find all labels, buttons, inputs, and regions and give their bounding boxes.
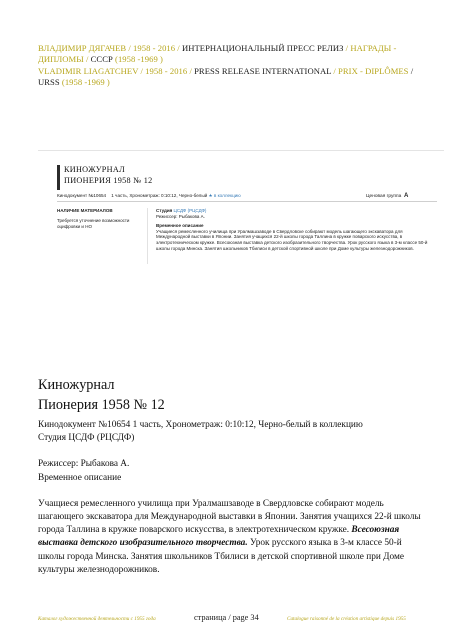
header-line-1: ВЛАДИМИР ДЯГАЧЕВ / 1958 - 2016 / ИНТЕРНАЦИОНАЛЬНЫЙ ПРЕСС РЕЛИЗ / НАГРАДЫ -: [38, 43, 397, 53]
studio-row: Студия ЦСДФ (РЦСДФ): [156, 208, 207, 213]
footer-catalog-fr: Catalogue raisonné de la création artistique depuis 1955: [287, 616, 406, 622]
materials-panel: [57, 208, 148, 264]
header-line-2: ДИПЛОМЫ / СССР (1958 -1969 ): [38, 54, 163, 65]
doc-title-line-2: Пионерия 1958 № 12: [38, 396, 165, 413]
page-number: страница / page 34: [194, 613, 259, 622]
materials-heading: НАЛИЧИЕ МАТЕРИАЛОВ: [57, 208, 113, 213]
director-row: Режиссер: Рыбакова А.: [156, 213, 205, 219]
footer-catalog-ru: Каталог художественной деятельности с 1955 года: [38, 616, 156, 622]
film-details: [156, 208, 434, 251]
add-to-collection-link[interactable]: в коллекцию: [213, 193, 241, 198]
press-release-ru: ИНТЕРНАЦИОНАЛЬНЫЙ ПРЕСС РЕЛИЗ: [181, 43, 344, 53]
doc-director: Режиссер: Рыбакова А.: [38, 459, 130, 470]
archive-screenshot: [38, 150, 444, 291]
film-title: КИНОЖУРНАЛ: [64, 165, 125, 174]
document-title: [38, 376, 165, 415]
doc-studio: Студия ЦСДФ (РЦСДФ): [38, 433, 135, 444]
header-line-4: URSS (1958 -1969 ): [38, 76, 110, 87]
header-line-3: VLADIMIR LIAGATCHEV / 1958 - 2016 / PRESS RELEASE INTERNATIONAL / PRIX - DIPLÔMES /: [38, 65, 414, 76]
doc-title-line-1: Киножурнал: [38, 377, 115, 393]
film-meta: Кинодокумент №10654 1 часть, Хронометраж: 0:10:12, Черно-белый ★ в коллекцию: [57, 193, 241, 198]
author-name-ru: ВЛАДИМИР ДЯГАЧЕВ: [38, 43, 127, 53]
description-text: Учащиеся ремесленного училища при Уралмашзаводе в Свердловске собирают модель шагающего экскаватора для Международной выставки в Японии. Занятия учащихся 22-й школы города Таллина в кружке поварского искусства, в электротехническом кружке. Всесоюзная выставка детского изобразительного творчества. Урок русского языка в 3-м классе 50-й школы города Минска. Занятия школьников Тбилиси в детской спортивной школе при Доме культуры железнодорожников.: [156, 228, 428, 251]
page-header: [38, 43, 438, 88]
author-name-en: VLADIMIR LIAGATCHEV: [38, 65, 139, 76]
doc-time-desc: Временное описание: [38, 472, 122, 483]
title-accent-bar: [57, 165, 60, 190]
divider: [38, 150, 444, 151]
price-group-value: A: [403, 193, 409, 199]
exhibition-highlight: Всесоюзная выставка детского изобразительного творчества.: [38, 525, 400, 549]
materials-note: Требуется уточнение возможности оцифровки и НО: [57, 218, 130, 229]
doc-meta: Кинодокумент №10654 1 часть, Хронометраж: 0:10:12, Черно-белый в коллекцию: [38, 420, 363, 430]
price-group: Ценовая группа A: [366, 193, 409, 199]
star-icon[interactable]: ★: [208, 193, 213, 198]
divider: [57, 201, 437, 202]
press-release-en: PRESS RELEASE INTERNATIONAL: [194, 65, 332, 76]
studio-link[interactable]: ЦСДФ (РЦСДФ): [173, 208, 207, 213]
doc-description: Учащиеся ремесленного училища при Уралмашзаводе в Свердловске собирают модель шагающего экскаватора для Международной выставки в Японии. Занятия учащихся 22-й школы города Таллина в кружке поварского искусства, в электротехническом кружке. Всесоюзная выставка детского изобразительного творчества. Урок русского языка в 3-м классе 50-й школы города Минска. Занятия школьников Тбилиси в детской спортивной школе при Доме культуры железнодорожников.: [38, 498, 421, 575]
film-subtitle: ПИОНЕРИЯ 1958 № 12: [64, 176, 153, 185]
time-desc-label: Временное описание: [156, 223, 204, 229]
document-body: [38, 419, 428, 577]
